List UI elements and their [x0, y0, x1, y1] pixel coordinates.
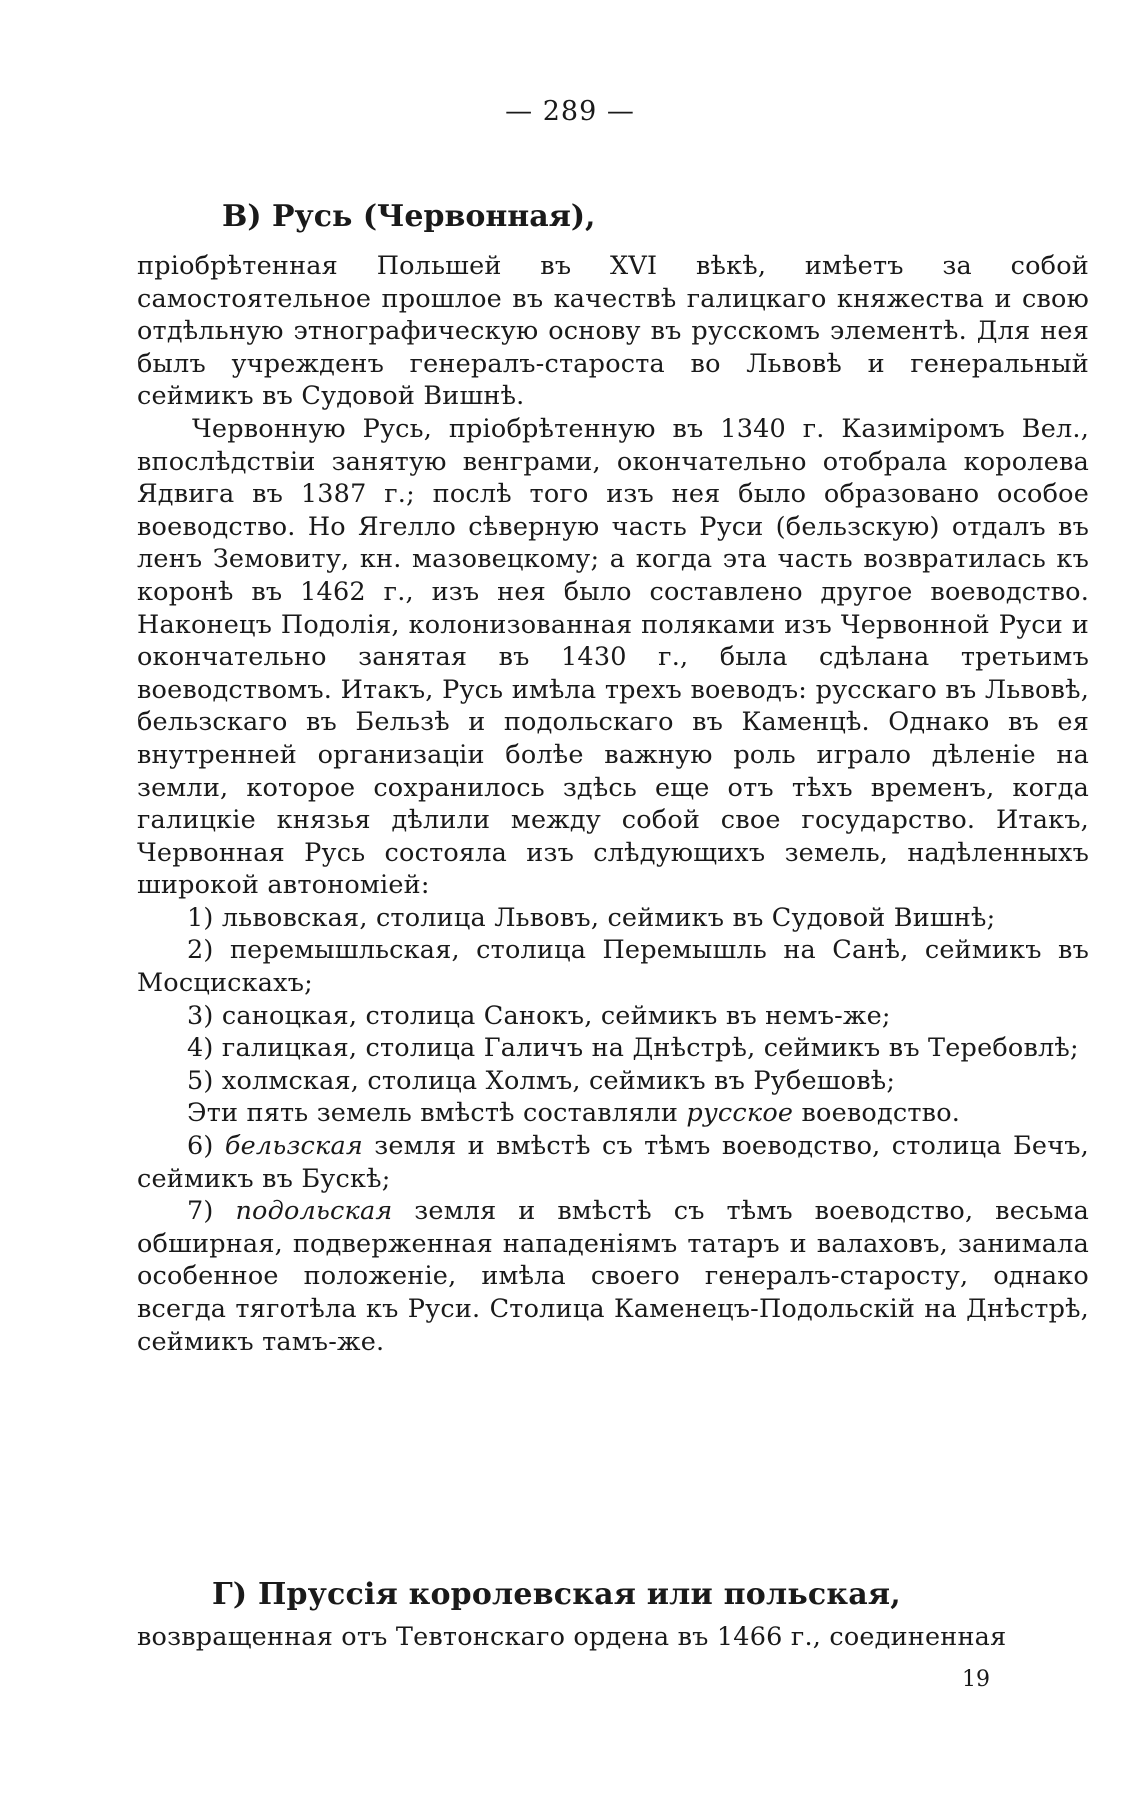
item6-rest: земля и вмѣстѣ съ тѣмъ воеводство, столица Бечъ, сеймикъ въ Бускѣ;: [137, 1131, 1089, 1194]
signature-mark: 19: [962, 1667, 990, 1692]
item7-emphasis: подольская: [235, 1196, 393, 1227]
section-v-paragraph-2: Червонную Русь, пріобрѣтенную въ 1340 г. Казиміромъ Вел., впослѣдствіи занятую венграми, окончательно отобрала королева Ядвига въ 1387 г.; послѣ того изъ нея было образовано особое воеводство. Но Ягелло сѣверную часть Руси (бельзскую) отдалъ въ ленъ Земовиту, кн. мазовецкому; а когда эта часть возвратилась къ коронѣ въ 1462 г., изъ нея было составлено другое воеводство. Наконецъ Подолія, колонизованная поляками изъ Червонной Руси и окончательно занятая въ 1430 г., была сдѣлана третьимъ воеводствомъ. Итакъ, Русь имѣла трехъ воеводъ: русскаго въ Львовѣ, бельзскаго въ Бельзѣ и подольскаго въ Каменцѣ. Однако въ ея внутренней организаціи болѣе важную роль играло дѣленіе на земли, которое сохранилось здѣсь еще отъ тѣхъ временъ, когда галицкіе князья дѣлили между собой свое государство. Итакъ, Червонная Русь состояла изъ слѣдующихъ земель, надѣленныхъ широкой автономіей:: [137, 413, 1089, 901]
summary-emphasis: русское: [686, 1098, 794, 1129]
page-number: — 289 —: [505, 96, 635, 127]
section-heading-v: В) Русь (Червонная),: [222, 199, 596, 234]
item6-number: 6): [187, 1131, 225, 1162]
list-item: 4) галицкая, столица Галичъ на Днѣстрѣ, сеймикъ въ Теребовлѣ;: [187, 1033, 1079, 1064]
list-item: 3) саноцкая, столица Санокъ, сеймикъ въ немъ-же;: [187, 1000, 891, 1031]
item6-emphasis: бельзская: [224, 1131, 363, 1162]
summary-before: Эти пять земель вмѣстѣ составляли: [187, 1098, 687, 1129]
list-item-7: [137, 1195, 1089, 1358]
list-item-6: [137, 1130, 1089, 1195]
section-g-intro: возвращенная отъ Тевтонскаго ордена въ 1466 г., соединенная: [137, 1622, 1007, 1652]
summary-after: воеводство.: [793, 1098, 961, 1129]
section-g-block: [137, 1575, 1089, 1654]
section-v-body: [137, 250, 1089, 1358]
item7-rest: земля и вмѣстѣ съ тѣмъ воеводство, весьма обширная, подверженная нападеніямъ татаръ и валаховъ, занимала особенное положеніе, имѣла своего генералъ-старосту, однако всегда тяготѣла къ Руси. Столица Каменецъ-Подольскій на Днѣстрѣ, сеймикъ тамъ-же.: [137, 1196, 1089, 1357]
summary-line: [137, 1097, 1089, 1130]
list-item: 1) львовская, столица Львовъ, сеймикъ въ Судовой Вишнѣ;: [187, 902, 996, 933]
list-item: 5) холмская, столица Холмъ, сеймикъ въ Рубешовѣ;: [187, 1065, 896, 1096]
section-heading-g: Г) Пруссія королевская или польская,: [212, 1577, 901, 1612]
section-v-intro: пріобрѣтенная Польшей въ XVI вѣкѣ, имѣетъ за собой самостоятельное прошлое въ качествѣ галицкаго княжества и свою отдѣльную этнографическую основу въ русскомъ элементѣ. Для нея былъ учрежденъ генералъ-староста во Львовѣ и генеральный сеймикъ въ Судовой Вишнѣ.: [137, 251, 1089, 412]
item7-number: 7): [187, 1196, 236, 1227]
list-item: 2) перемышльская, столица Перемышль на Санѣ, сеймикъ въ Мосцискахъ;: [137, 935, 1089, 999]
